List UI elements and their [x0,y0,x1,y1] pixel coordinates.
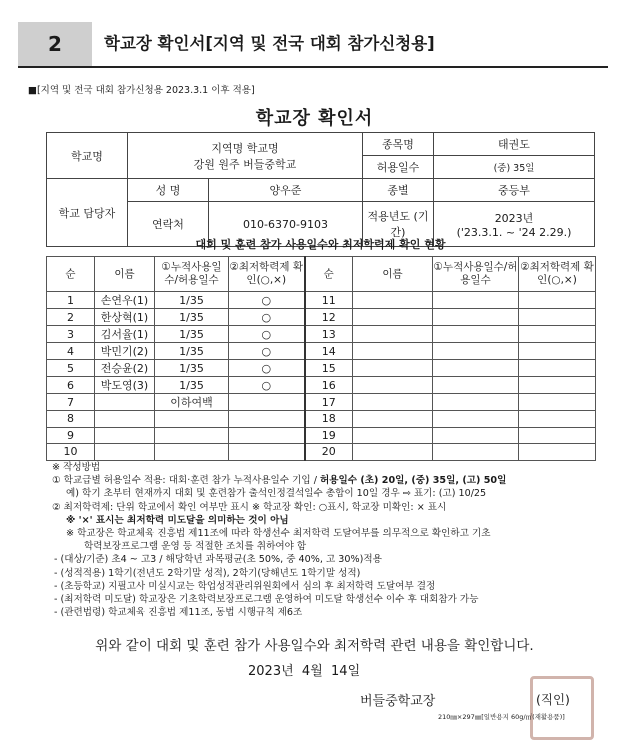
row-grade-right [519,427,596,444]
notes-heading: ※ 작성방법 [52,462,101,473]
document-title: 학교장 확인서 [255,108,374,129]
row-days [155,444,229,461]
note-10: - (관련법령) 학교체육 진흥법 제11조, 동법 시행규칙 제6조 [54,607,303,619]
row-name [95,427,155,444]
date-year: 2023년 [248,664,294,679]
row-no: 1 [47,292,95,309]
row-days-right [433,377,519,394]
year-value-1: 2023년 [494,211,534,225]
name-label: 성 명 [128,179,209,202]
row-name-right [353,411,433,428]
row-grade [229,444,305,461]
row-grade [229,411,305,428]
name-value: 양우준 [209,179,363,202]
row-name-right [353,360,433,377]
row-days-right [433,411,519,428]
note-5: 학력보장프로그램 운영 등 적절한 조치를 취하여야 함 [84,541,307,553]
row-name-right [353,444,433,461]
row-no: 8 [47,411,95,428]
table-row [47,326,596,343]
table-row [47,360,596,377]
table-row [47,427,596,444]
year-label: 적용년도 (기간) [363,202,434,247]
row-no-right: 12 [305,309,353,326]
row-days-right [433,309,519,326]
note-1-b: 허용일수 (초) 20일, (중) 35일, (고) 50일 [319,475,507,487]
row-grade-right [519,309,596,326]
row-no: 7 [47,394,95,411]
row-no-right: 17 [305,394,353,411]
row-days: 1/35 [155,326,229,343]
row-name-right [353,326,433,343]
row-grade-right [519,292,596,309]
row-grade-right [519,394,596,411]
confirm-statement: 위와 같이 대회 및 훈련 참가 사용일수와 최저학력 관련 내용을 확인합니다. [95,638,534,654]
note-4: ※ 학교장은 학교체육 진흥법 제11조에 따라 학생선수 최저학력 도달여부를 의무적으로 확인하고 기초 [66,528,491,540]
row-grade: ○ [229,377,305,394]
row-grade: ○ [229,326,305,343]
row-no-right: 19 [305,427,353,444]
note-1 [52,474,612,487]
table-row [47,292,596,309]
row-days-right [433,394,519,411]
row-days-right [433,292,519,309]
note-1-a: ① 학교급별 허용일수 적용: 대회·훈련 참가 누적사용일수 기입 / [52,475,320,487]
school-name-cell [128,133,363,179]
table-row [47,394,596,411]
row-name-right [353,309,433,326]
header-name-right: 이름 [353,257,433,292]
header-no: 순 [47,257,95,292]
row-grade-right [519,411,596,428]
year-value-2: ('23.3.1. ~ '24 2.29.) [456,225,572,239]
type-value: 중등부 [434,179,595,202]
days-label: 허용일수 [363,156,434,179]
row-name-right [353,343,433,360]
table-title: 대회 및 훈련 참가 사용일수와 최저학력제 확인 현황 [195,238,446,251]
seal-mark: (직인) [536,692,570,707]
table-row [47,411,596,428]
row-days-right [433,343,519,360]
row-grade-right [519,360,596,377]
header-rule [18,66,608,68]
row-days [155,411,229,428]
days-value: (중) 35일 [434,156,595,179]
notes [52,461,612,619]
row-no-right: 13 [305,326,353,343]
row-days-right [433,326,519,343]
header-days: ①누적사용일수/허용일수 [155,257,229,292]
row-days: 1/35 [155,360,229,377]
table-row [47,343,596,360]
table-row [47,309,596,326]
section-title: 학교장 확인서[지역 및 전국 대회 참가신청용] [104,34,435,53]
table-row [47,377,596,394]
manager-label: 학교 담당자 [47,179,128,247]
type-label: 종별 [363,179,434,202]
note-9: - (최저학력 미도달) 학교장은 기초학력보장프로그램 운영하여 미도달 학생선수 이수 후 대회참가 가능 [54,594,479,606]
row-grade: ○ [229,343,305,360]
issue-date [248,660,360,679]
row-name: 손연우(1) [95,292,155,309]
row-no-right: 15 [305,360,353,377]
official-seal-stamp [530,676,594,740]
row-grade [229,394,305,411]
note-8: - (초등학교) 지필고사 미실시교는 학업성적관리위원회에서 심의 후 최저학력 도달여부 결정 [54,580,436,592]
row-name: 박민기(2) [95,343,155,360]
row-no-right: 16 [305,377,353,394]
row-grade: ○ [229,309,305,326]
row-days: 1/35 [155,309,229,326]
row-grade-right [519,444,596,461]
row-grade-right [519,326,596,343]
row-days: 1/35 [155,343,229,360]
date-month: 4월 [301,664,323,679]
row-no: 5 [47,360,95,377]
row-no-right: 20 [305,444,353,461]
row-no: 9 [47,427,95,444]
row-name: 한상혁(1) [95,309,155,326]
info-table [46,132,595,247]
row-name: 박도영(3) [95,377,155,394]
row-days [155,427,229,444]
section-header [18,22,608,66]
event-value: 태권도 [434,133,595,156]
row-days: 1/35 [155,292,229,309]
apply-note: ■[지역 및 전국 대회 참가신청용 2023.3.1 이후 적용] [28,85,255,96]
row-days-right [433,360,519,377]
row-no: 6 [47,377,95,394]
event-label: 종목명 [363,133,434,156]
row-days: 1/35 [155,377,229,394]
row-grade [229,427,305,444]
row-name-right [353,292,433,309]
date-day: 14일 [331,664,361,679]
header-grade: ②최저학력제 확인(○,×) [229,257,305,292]
row-name-right [353,377,433,394]
note-7: - (성적적용) 1학기(전년도 2학기말 성적), 2학기(당해년도 1학기말 성적) [54,567,361,579]
note-1-example: 예) 학기 초부터 현재까지 대회 및 훈련참가 출석인정결석일수 총합이 10일 경우 ⇨ 표기: (고) 10/25 [66,488,487,500]
row-no-right: 18 [305,411,353,428]
row-days-right [433,427,519,444]
contact-label: 연락처 [128,202,209,247]
row-no: 10 [47,444,95,461]
row-grade: ○ [229,292,305,309]
table-row [47,444,596,461]
row-name-right [353,394,433,411]
row-grade-right [519,343,596,360]
contact-value: 010-6370-9103 [209,202,363,247]
note-6: - (대상/기준) 초4 ~ 고3 / 해당학년 과목평균(초 50%, 중 40%, 고 30%)적용 [54,554,382,566]
table-header-row [47,257,596,292]
header-no-right: 순 [305,257,353,292]
row-grade: ○ [229,360,305,377]
row-name [95,444,155,461]
participation-table [46,256,596,461]
school-label: 학교명 [47,133,128,179]
row-name: 전승윤(2) [95,360,155,377]
row-days: 이하여백 [155,394,229,411]
row-name-right [353,427,433,444]
row-no: 2 [47,309,95,326]
row-no-right: 11 [305,292,353,309]
row-days-right [433,444,519,461]
header-name: 이름 [95,257,155,292]
note-3: ※ '×' 표시는 최저학력 미도달을 의미하는 것이 아님 [66,514,289,526]
school-name-2: 강원 원주 버들중학교 [193,157,297,171]
section-number: 2 [18,22,92,66]
paper-spec: 210㎜×297㎜[일반용지 60g/㎡(재활용품)] [438,713,565,721]
row-no: 4 [47,343,95,360]
header-grade-right: ②최저학력제 확인(○,×) [519,257,596,292]
row-no: 3 [47,326,95,343]
row-no-right: 14 [305,343,353,360]
row-grade-right [519,377,596,394]
row-name [95,411,155,428]
header-days-right: ①누적사용일수/허용일수 [433,257,519,292]
note-2: ② 최저학력제: 단위 학교에서 확인 여부만 표시 ※ 학교장 확인: ○표시, 학교장 미확인: × 표시 [52,501,447,513]
row-name [95,394,155,411]
school-name-1: 지역명 학교명 [211,141,279,155]
row-name: 김서율(1) [95,326,155,343]
principal-signature: 버들중학교장 [360,694,436,709]
